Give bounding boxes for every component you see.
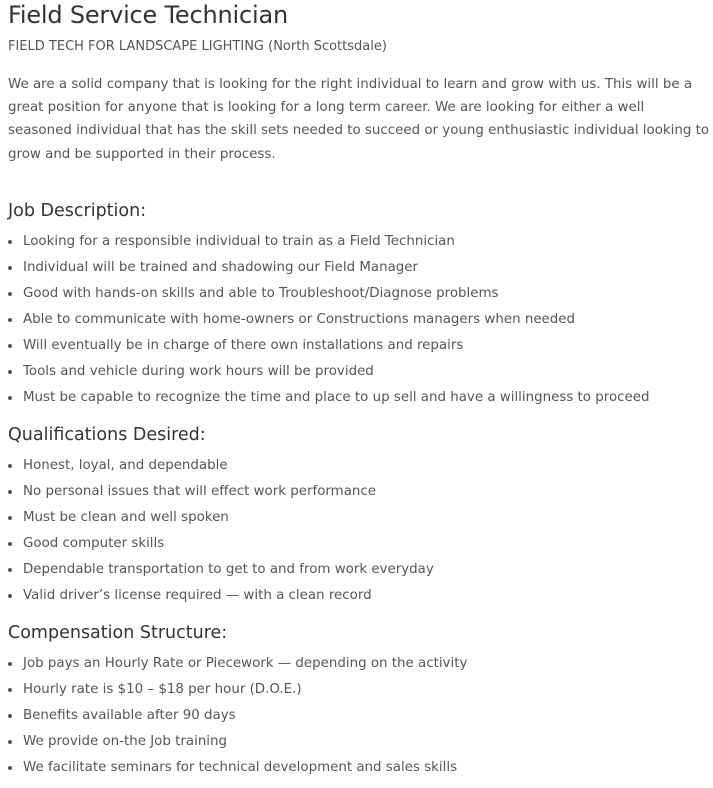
- list-item: [8, 583, 710, 609]
- list-item-text: Benefits available after 90 days: [23, 708, 236, 723]
- compensation-list: [8, 651, 710, 781]
- list-item-text: We facilitate seminars for technical development and sales skills: [23, 760, 458, 775]
- list-item: [8, 333, 710, 359]
- list-item: [8, 385, 710, 411]
- bullet-icon: [8, 516, 12, 520]
- list-item: [8, 307, 710, 333]
- list-item: [8, 729, 710, 755]
- list-item-text: Individual will be trained and shadowing our Field Manager: [23, 260, 419, 275]
- bullet-icon: [8, 662, 12, 666]
- list-item: [8, 755, 710, 781]
- qualifications-list: [8, 453, 710, 609]
- section-heading-job-description: Job Description:: [8, 201, 147, 221]
- list-item: [8, 677, 710, 703]
- list-item-text: Tools and vehicle during work hours will be provided: [23, 364, 374, 379]
- list-item: [8, 479, 710, 505]
- list-item: [8, 281, 710, 307]
- intro-paragraph: We are a solid company that is looking for the right individual to learn and grow with us. This will be a great position for anyone that is looking for a long term career. We are looking for either a well seasoned individual that has the skill sets needed to succeed or young enthusiastic individual looking to grow and be supported in their process.: [8, 77, 710, 162]
- list-item-text: Hourly rate is $10 – $18 per hour (D.O.E.): [23, 682, 302, 697]
- list-item-text: No personal issues that will effect work performance: [23, 484, 376, 499]
- list-item-text: Good with hands-on skills and able to Troubleshoot/Diagnose problems: [23, 286, 499, 301]
- bullet-icon: [8, 370, 12, 374]
- job-subtitle: FIELD TECH FOR LANDSCAPE LIGHTING (North Scottsdale): [8, 39, 387, 54]
- list-item: [8, 557, 710, 583]
- bullet-icon: [8, 318, 12, 322]
- list-item-text: We provide on-the Job training: [23, 734, 228, 749]
- bullet-icon: [8, 396, 12, 400]
- list-item: [8, 359, 710, 385]
- bullet-icon: [8, 490, 12, 494]
- list-item: [8, 255, 710, 281]
- bullet-icon: [8, 766, 12, 770]
- bullet-icon: [8, 714, 12, 718]
- list-item: [8, 531, 710, 557]
- list-item-text: Will eventually be in charge of there own installations and repairs: [23, 338, 464, 353]
- bullet-icon: [8, 568, 12, 572]
- list-item-text: Must be capable to recognize the time and place to up sell and have a willingness to proceed: [23, 390, 650, 405]
- job-description-list: [8, 229, 710, 411]
- bullet-icon: [8, 266, 12, 270]
- list-item-text: Must be clean and well spoken: [23, 510, 229, 525]
- list-item-text: Honest, loyal, and dependable: [23, 458, 228, 473]
- list-item-text: Dependable transportation to get to and from work everyday: [23, 562, 434, 577]
- bullet-icon: [8, 292, 12, 296]
- section-heading-compensation: Compensation Structure:: [8, 623, 228, 643]
- page-title: Field Service Technician: [8, 1, 288, 29]
- list-item-text: Valid driver’s license required — with a clean record: [23, 588, 372, 603]
- bullet-icon: [8, 344, 12, 348]
- list-item-text: Able to communicate with home-owners or Constructions managers when needed: [23, 312, 576, 327]
- bullet-icon: [8, 594, 12, 598]
- bullet-icon: [8, 464, 12, 468]
- bullet-icon: [8, 740, 12, 744]
- list-item-text: Good computer skills: [23, 536, 165, 551]
- section-heading-qualifications: Qualifications Desired:: [8, 425, 206, 445]
- list-item: [8, 703, 710, 729]
- bullet-icon: [8, 688, 12, 692]
- list-item: [8, 453, 710, 479]
- list-item-text: Looking for a responsible individual to train as a Field Technician: [23, 234, 455, 249]
- list-item-text: Job pays an Hourly Rate or Piecework — depending on the activity: [23, 656, 468, 671]
- list-item: [8, 229, 710, 255]
- bullet-icon: [8, 240, 12, 244]
- bullet-icon: [8, 542, 12, 546]
- list-item: [8, 505, 710, 531]
- list-item: [8, 651, 710, 677]
